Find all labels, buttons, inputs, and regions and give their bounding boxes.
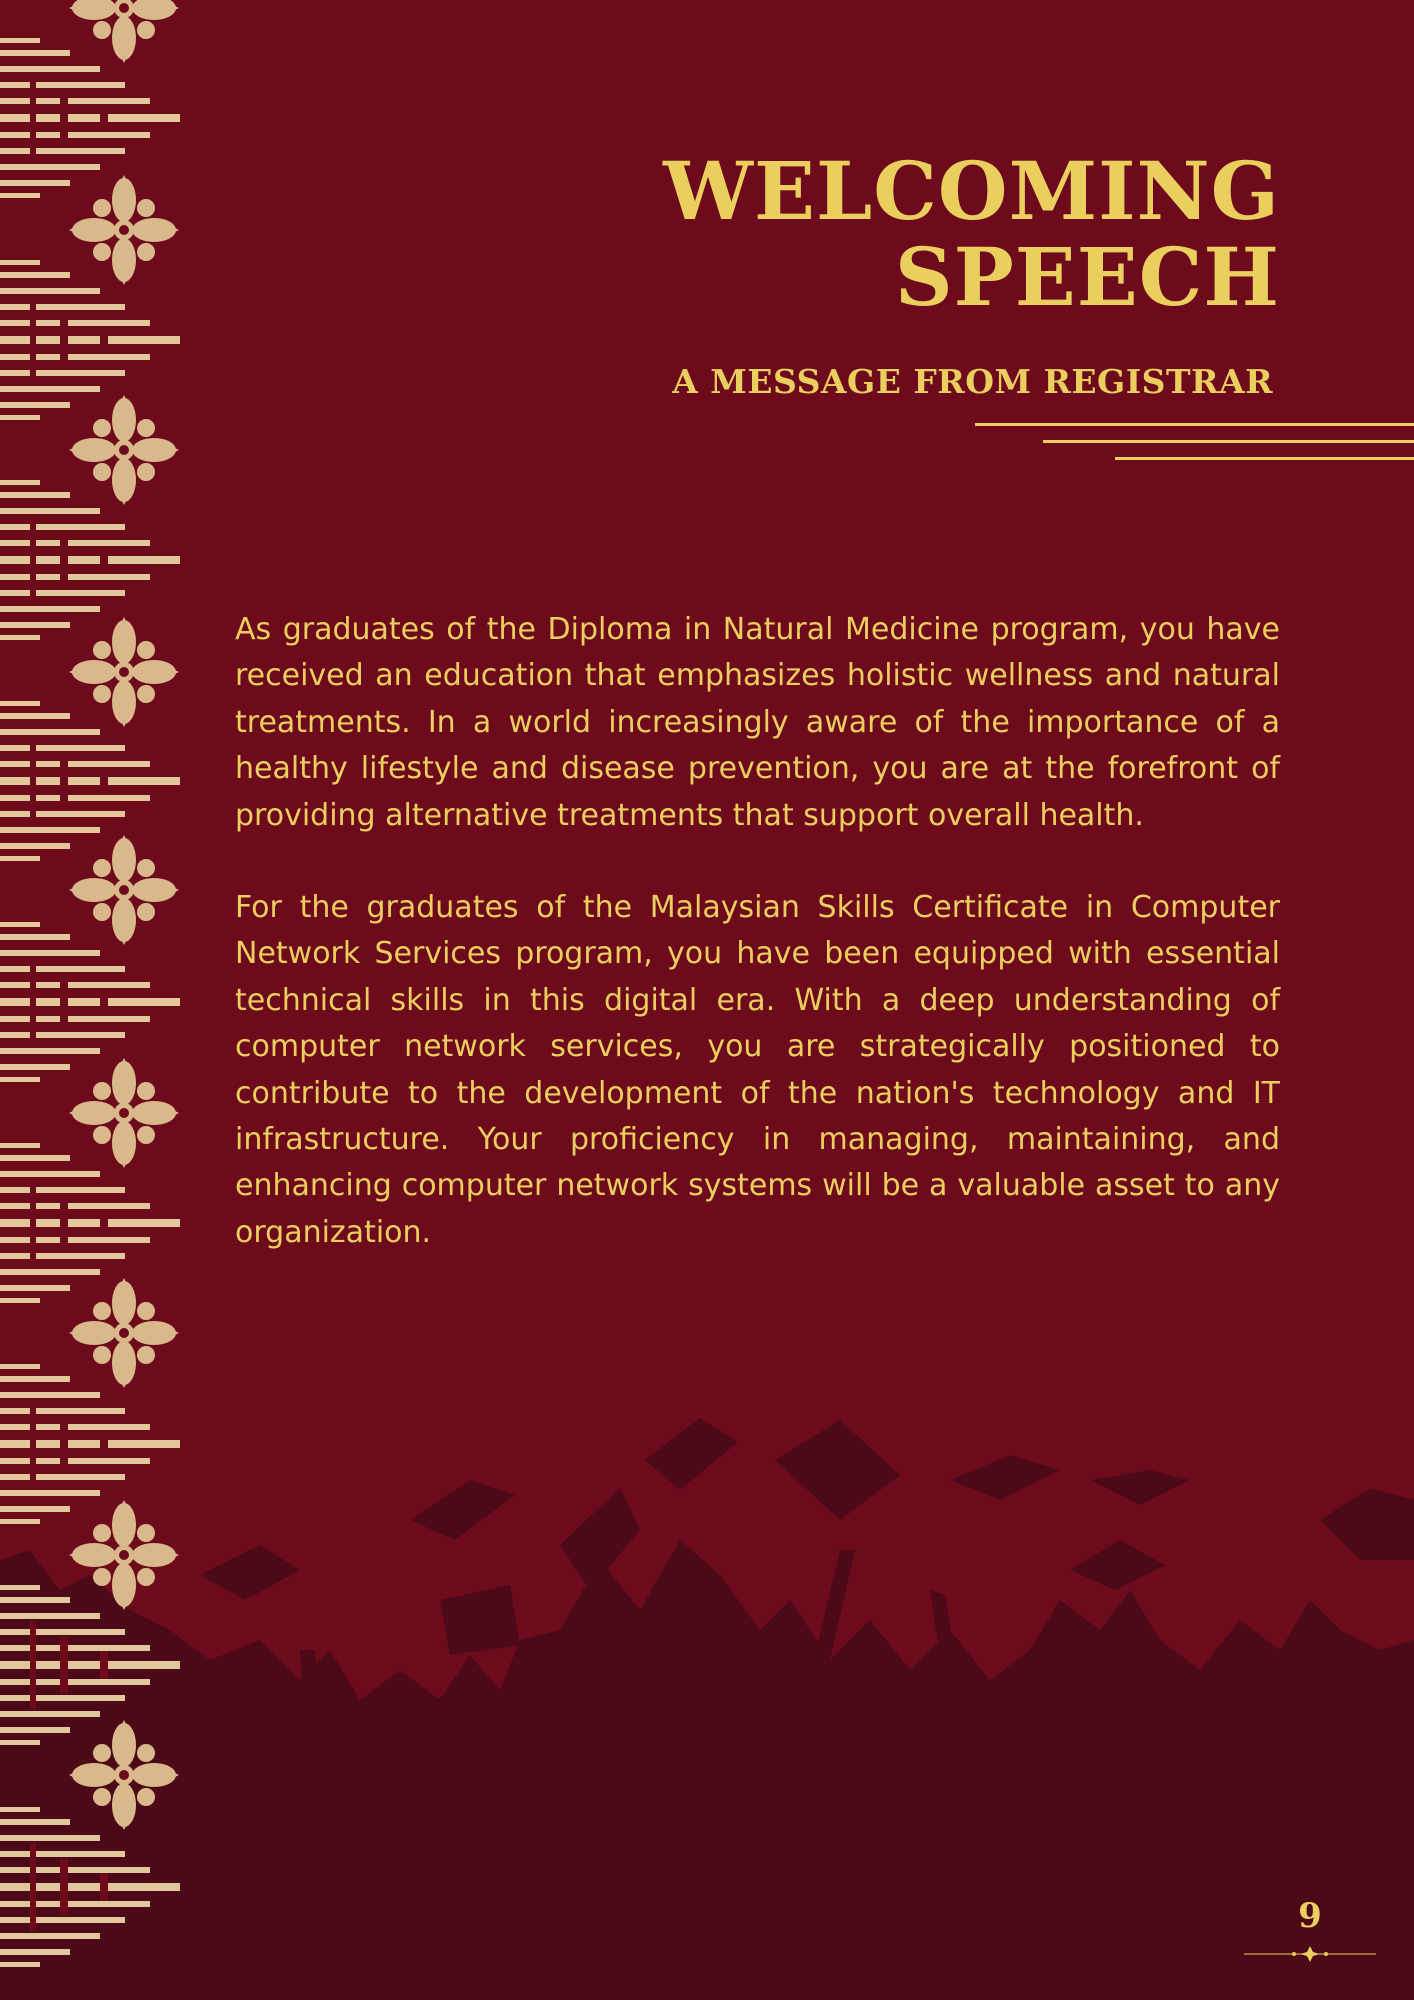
page-title-line-2: SPEECH bbox=[894, 230, 1280, 324]
star-divider-icon bbox=[1244, 1946, 1376, 1962]
speech-paragraph-1: As graduates of the Diploma in Natural Medicine program, you have received an education that emphasizes holistic wellness and natural treatments. In a world increasingly aware of the importance of a healthy lifestyle and disease prevention, you are at the forefront of providing alternative treatments that support overall health. bbox=[235, 612, 1280, 833]
page-title-line-1: WELCOMING bbox=[663, 144, 1280, 238]
songket-ornament-border bbox=[0, 0, 185, 2000]
speech-paragraph-2: For the graduates of the Malaysian Skills Certificate in Computer Network Services program, you have been equipped with essential technical skills in this digital era. With a deep understanding of computer network services, you are strategically positioned to contribute to the development of the nation's technology and IT infrastructure. Your proficiency in managing, maintaining, and enhancing computer network systems will be a valuable asset to any organization. bbox=[235, 890, 1280, 1250]
page-subtitle: A MESSAGE FROM REGISTRAR bbox=[672, 362, 1273, 401]
speech-body bbox=[235, 607, 1280, 1302]
page-title bbox=[663, 144, 1280, 324]
page-number: 9 bbox=[1298, 1896, 1322, 1936]
gold-triple-lines-icon bbox=[975, 420, 1414, 465]
